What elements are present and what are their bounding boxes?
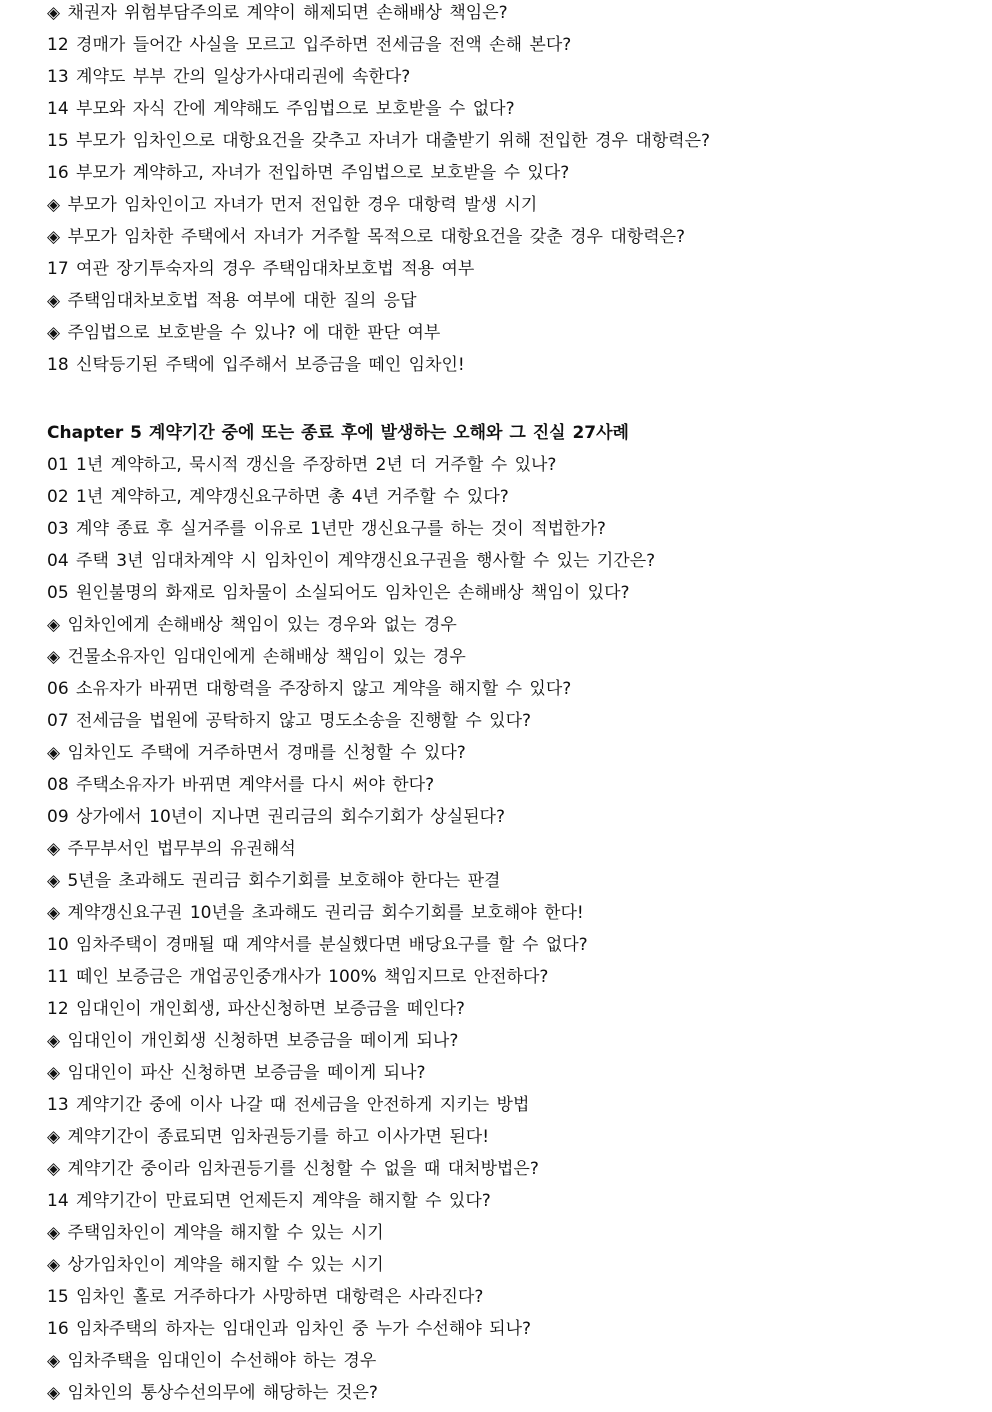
- toc-item: ◈ 임대인이 개인회생 신청하면 보증금을 떼이게 되나?: [47, 1031, 459, 1051]
- toc-item: 09 상가에서 10년이 지나면 권리금의 회수기회가 상실된다?: [47, 807, 505, 827]
- toc-list-top: [47, 0, 967, 384]
- toc-item: ◈ 임대인이 파산 신청하면 보증금을 떼이게 되나?: [47, 1063, 426, 1083]
- toc-item: ◈ 임차인의 통상수선의무에 해당하는 것은?: [47, 1383, 378, 1403]
- toc-item: 01 1년 계약하고, 묵시적 갱신을 주장하면 2년 더 거주할 수 있나?: [47, 455, 557, 475]
- toc-item: 15 임차인 홀로 거주하다가 사망하면 대항력은 사라진다?: [47, 1287, 484, 1307]
- toc-item: ◈ 임차인도 주택에 거주하면서 경매를 신청할 수 있다?: [47, 743, 466, 763]
- toc-item: 03 계약 종료 후 실거주를 이유로 1년만 갱신요구를 하는 것이 적법한가?: [47, 519, 606, 539]
- toc-item: 13 계약기간 중에 이사 나갈 때 전세금을 안전하게 지키는 방법: [47, 1095, 530, 1115]
- toc-item: ◈ 계약갱신요구권 10년을 초과해도 권리금 회수기회를 보호해야 한다!: [47, 903, 584, 923]
- toc-item: ◈ 부모가 임차인이고 자녀가 먼저 전입한 경우 대항력 발생 시기: [47, 195, 538, 215]
- toc-item: 12 경매가 들어간 사실을 모르고 입주하면 전세금을 전액 손해 본다?: [47, 35, 572, 55]
- toc-item: 14 부모와 자식 간에 계약해도 주임법으로 보호받을 수 없다?: [47, 99, 515, 119]
- toc-item: ◈ 주무부서인 법무부의 유권해석: [47, 839, 296, 859]
- toc-item: 15 부모가 임차인으로 대항요건을 갖추고 자녀가 대출받기 위해 전입한 경우 대항력은?: [47, 131, 711, 151]
- toc-item: ◈ 주임법으로 보호받을 수 있나? 에 대한 판단 여부: [47, 323, 441, 343]
- toc-item: 17 여관 장기투숙자의 경우 주택임대차보호법 적용 여부: [47, 259, 475, 279]
- toc-item: ◈ 건물소유자인 임대인에게 손해배상 책임이 있는 경우: [47, 647, 466, 667]
- toc-item: 04 주택 3년 임대차계약 시 임차인이 계약갱신요구권을 행사할 수 있는 기간은?: [47, 551, 656, 571]
- toc-item: 08 주택소유자가 바뀌면 계약서를 다시 써야 한다?: [47, 775, 435, 795]
- document-body: [47, 0, 967, 1412]
- toc-item: 12 임대인이 개인회생, 파산신청하면 보증금을 떼인다?: [47, 999, 465, 1019]
- toc-item: ◈ 계약기간 중이라 임차권등기를 신청할 수 없을 때 대처방법은?: [47, 1159, 539, 1179]
- toc-item: 06 소유자가 바뀌면 대항력을 주장하지 않고 계약을 해지할 수 있다?: [47, 679, 572, 699]
- toc-item: 07 전세금을 법원에 공탁하지 않고 명도소송을 진행할 수 있다?: [47, 711, 532, 731]
- toc-item: 10 임차주택이 경매될 때 계약서를 분실했다면 배당요구를 할 수 없다?: [47, 935, 588, 955]
- toc-item: ◈ 임차인에게 손해배상 책임이 있는 경우와 없는 경우: [47, 615, 457, 635]
- toc-item: ◈ 계약기간이 종료되면 임차권등기를 하고 이사가면 된다!: [47, 1127, 490, 1147]
- toc-item: 18 신탁등기된 주택에 입주해서 보증금을 떼인 임차인!: [47, 355, 465, 375]
- toc-item: 16 임차주택의 하자는 임대인과 임차인 중 누가 수선해야 되나?: [47, 1319, 532, 1339]
- toc-item: ◈ 상가임차인이 계약을 해지할 수 있는 시기: [47, 1255, 384, 1275]
- toc-item: 14 계약기간이 만료되면 언제든지 계약을 해지할 수 있다?: [47, 1191, 491, 1211]
- toc-item: 05 원인불명의 화재로 임차물이 소실되어도 임차인은 손해배상 책임이 있다?: [47, 583, 630, 603]
- toc-item: 16 부모가 계약하고, 자녀가 전입하면 주임법으로 보호받을 수 있다?: [47, 163, 570, 183]
- section-gap: [47, 384, 967, 420]
- chapter-heading: Chapter 5 계약기간 중에 또는 종료 후에 발생하는 오해와 그 진실 27사례: [47, 423, 629, 443]
- toc-item: ◈ 부모가 임차한 주택에서 자녀가 거주할 목적으로 대항요건을 갖춘 경우 대항력은?: [47, 227, 686, 247]
- toc-item: 11 떼인 보증금은 개업공인중개사가 100% 책임지므로 안전하다?: [47, 967, 549, 987]
- toc-item: ◈ 임차주택을 임대인이 수선해야 하는 경우: [47, 1351, 377, 1371]
- toc-item: ◈ 채권자 위험부담주의로 계약이 해제되면 손해배상 책임은?: [47, 3, 508, 23]
- toc-item: ◈ 주택임대차보호법 적용 여부에 대한 질의 응답: [47, 291, 417, 311]
- toc-item: 02 1년 계약하고, 계약갱신요구하면 총 4년 거주할 수 있다?: [47, 487, 509, 507]
- toc-item: ◈ 주택임차인이 계약을 해지할 수 있는 시기: [47, 1223, 384, 1243]
- toc-list-chapter5: [47, 452, 967, 1412]
- toc-item: ◈ 5년을 초과해도 권리금 회수기회를 보호해야 한다는 판결: [47, 871, 501, 891]
- toc-item: 13 계약도 부부 간의 일상가사대리권에 속한다?: [47, 67, 411, 87]
